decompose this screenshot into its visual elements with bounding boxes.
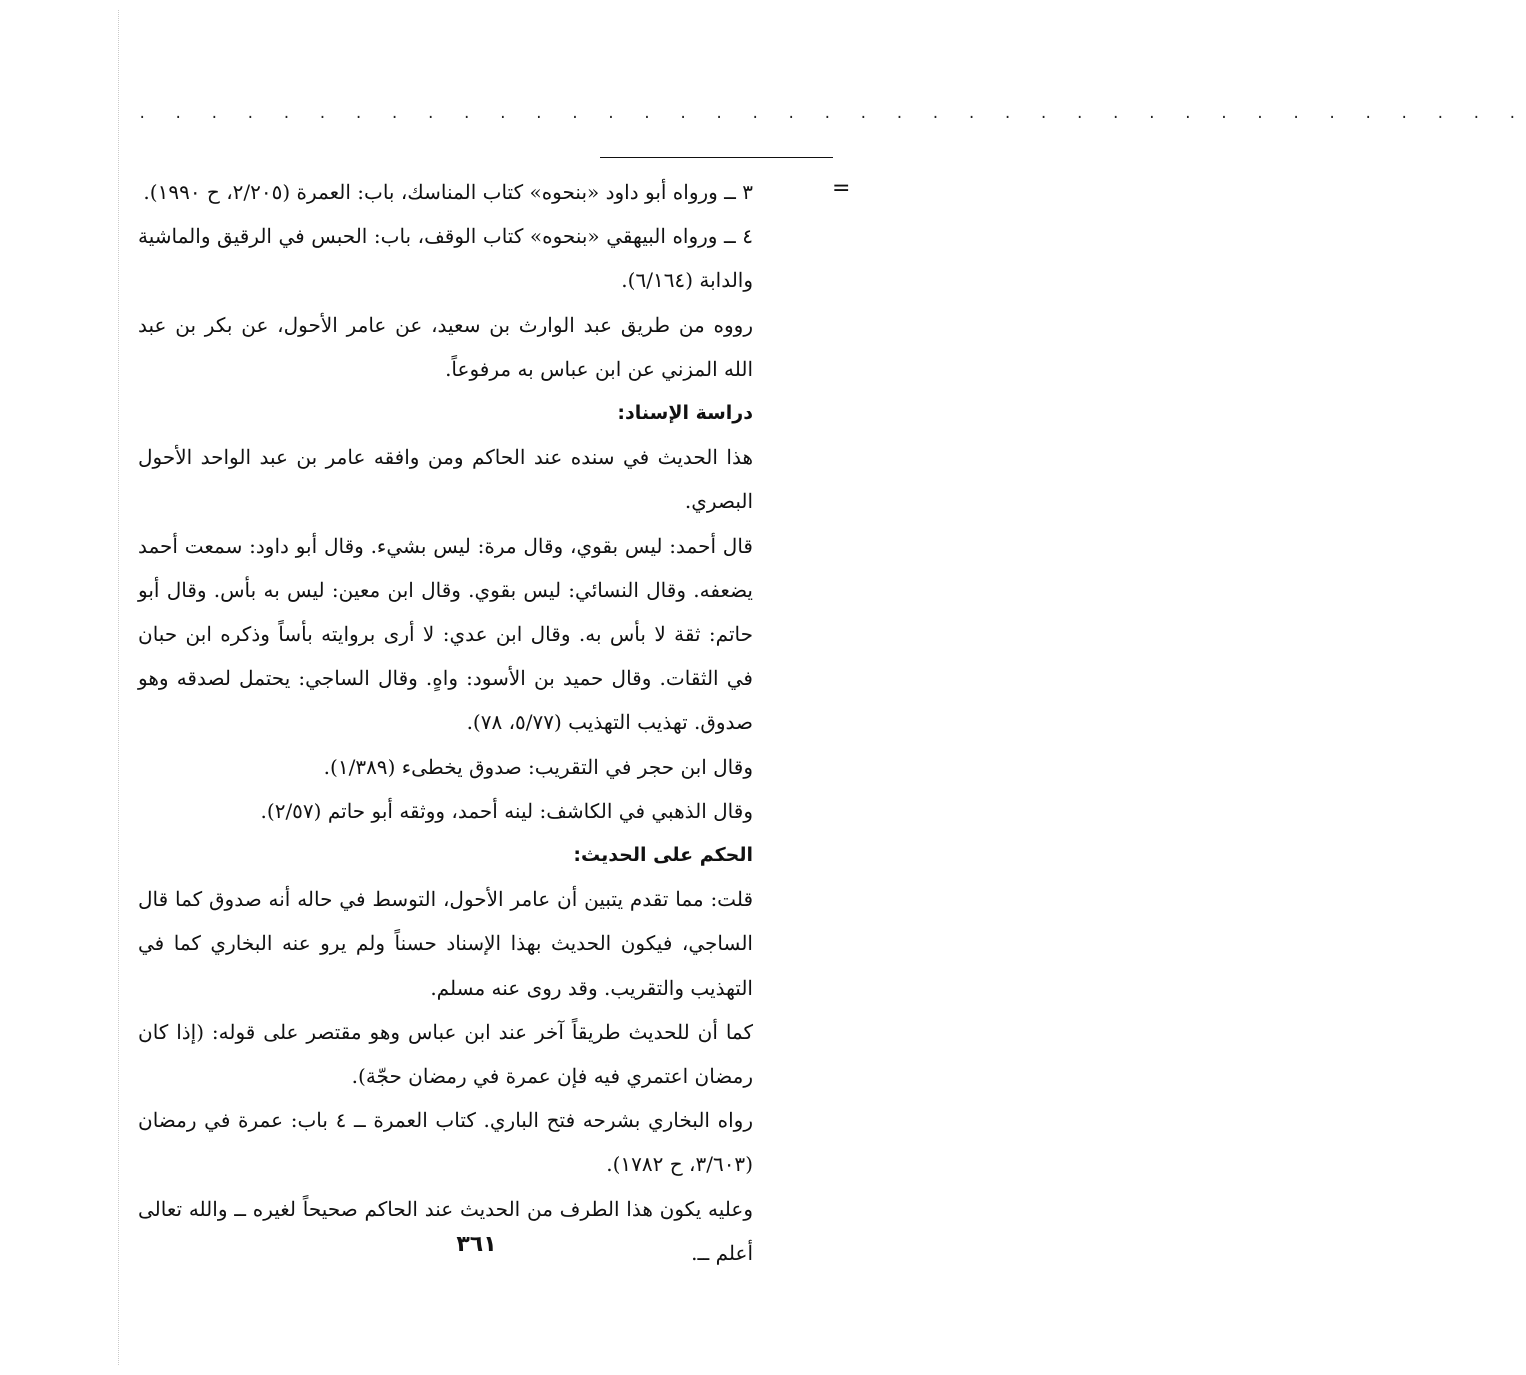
paragraph-chain: رووه من طريق عبد الوارث بن سعيد، عن عامر الأحول، عن بكر بن عبد الله المزني عن ابن عباس به مرفوعاً. xyxy=(138,312,753,381)
heading-ruling: الحكم على الحديث: xyxy=(573,844,753,867)
footnote-rule xyxy=(600,157,833,158)
continuation-mark: = xyxy=(832,176,851,201)
paragraph-study-critics: قال أحمد: ليس بقوي، وقال مرة: ليس بشيء. وقال أبو داود: سمعت أحمد يضعفه. وقال النسائي: ليس بقوي. وقال ابن معين: ليس به بأس. وقال أبو حاتم: ثقة لا بأس به. وقال ابن عدي: لا أرى بروايته بأساً وذكره ابن حبان في الثقات. وقال حميد بن الأسود: واهٍ. وقال الساجي: يحتمل لصدقه وهو صدوق. تهذيب التهذيب (٥/٧٧، ٧٨). xyxy=(138,533,753,735)
paragraph-ruling-2: كما أن للحديث طريقاً آخر عند ابن عباس وهو مقتصر على قوله: (إذا كان رمضان اعتمري فيه فإن عمرة في رمضان حجّة). xyxy=(138,1019,753,1089)
paragraph-study-dhahabi: وقال الذهبي في الكاشف: لينه أحمد، ووثقه أبو حاتم (٢/٥٧). xyxy=(260,798,753,823)
paragraph-abu-dawud: ٣ ــ ورواه أبو داود «بنحوه» كتاب المناسك، باب: العمرة (٢/٢٠٥، ح ١٩٩٠). xyxy=(143,180,753,204)
heading-isnad-study: دراسة الإسناد: xyxy=(617,402,753,425)
margin-guide-line xyxy=(118,10,119,1365)
dotted-separator: . . . . . . . . . . . . . . . . . . . . . . . . . . . . . . . . . . . . . . . xyxy=(138,106,1526,122)
paragraph-bayhaqi: ٤ ــ ورواه البيهقي «بنحوه» كتاب الوقف، باب: الحبس في الرقيق والماشية والدابة (٦/١٦٤). xyxy=(138,224,753,293)
paragraph-study-intro: هذا الحديث في سنده عند الحاكم ومن وافقه عامر بن عبد الواحد الأحول البصري. xyxy=(138,445,753,514)
paragraph-ruling-4: وعليه يكون هذا الطرف من الحديث عند الحاكم صحيحاً لغيره ــ والله تعالى أعلم ــ. xyxy=(138,1196,753,1265)
paragraph-ruling-1: قلت: مما تقدم يتبين أن عامر الأحول، التوسط في حاله أنه صدوق كما قال الساجي، فيكون الحديث بهذا الإسناد حسناً ولم يرو عنه البخاري كما في التهذيب والتقريب. وقد روى عنه مسلم. xyxy=(138,887,753,1000)
paragraph-ruling-3: رواه البخاري بشرحه فتح الباري. كتاب العمرة ــ ٤ باب: عمرة في رمضان (٣/٦٠٣، ح ١٧٨٢). xyxy=(138,1108,753,1177)
paragraph-study-ibn-hajar: وقال ابن حجر في التقريب: صدوق يخطىء (١/٣٨٩). xyxy=(323,754,753,779)
page-number: ٣٦١ xyxy=(456,1232,497,1257)
page-body xyxy=(138,170,753,1275)
